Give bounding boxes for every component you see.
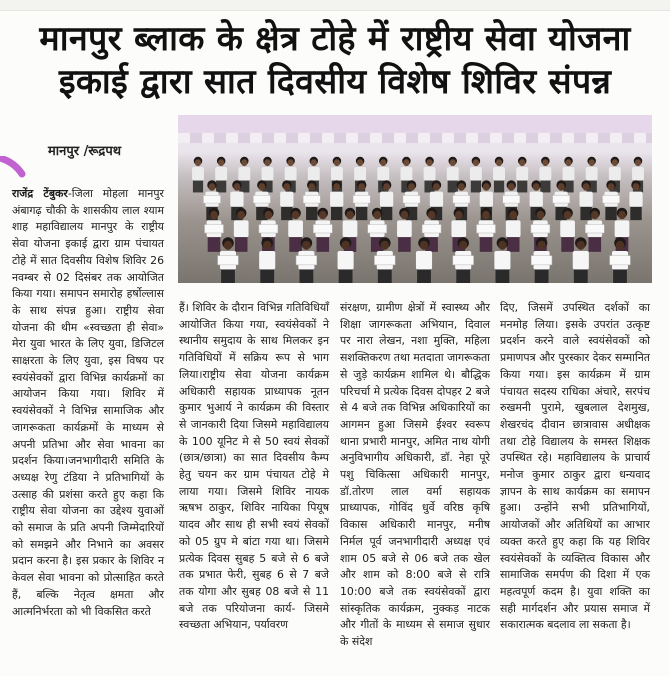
article-column-2: हैं। शिविर के दौरान विभिन्न गतिविधियाँ आयोजित किया गया, स्वयंसेवकों ने स्थानीय समुदाय के साथ मिलकर इन गतिविधियों में सक्रिय रूप से भाग लिया।राष्ट्रीय सेवा योजना कार्यक्रम अधिकारी सहायक प्राध्यापक नूतन कुमार भुआर्य ने कार्यक्रम की विस्तार से जानकारी दिया जिसमे महाविद्यालय के 100 यूनिट मे से 50 स्वयं सेवकों (छात्र/छात्रा) का सात दिवसीय कैम्प हेतु चयन कर ग्राम पंचायत टोहे मे लाया गया। जिसमे शिविर नायक ऋषभ ठाकुर, शिविर नायिका पियूष यादव और साथ ही सभी स्वयं सेवकों को 05 ग्रुप मे बांटा गया था। जिसमे प्रत्येक दिवस सुबह 5 बजे से 6 बजे तक प्रभात फेरी, सुबह 6 से 7 बजे तक योगा और सुबह 08 बजे से 11 बजे तक परियोजना कार्य- जिसमे स्वच्छता अभियान, पर्यावरण [179,301,329,632]
article-column-1 [12,186,164,620]
headline-line-2: इकाई द्वारा सात दिवसीय विशेष शिविर संपन्न [58,62,612,102]
highlighter-mark-icon [0,156,26,186]
reporter-name: राजेंद्र टेंबुकर [12,187,68,200]
column-1-text: -जिला मोहला मानपुर अंबागढ़ चौकी के शासकीय लाल श्याम शाह महाविद्यालय मानपुर के राष्ट्रीय सेवा योजना इकाई द्वारा ग्राम पंचायत टोहे में सात दिवसीय विशेष शिविर 26 नवम्बर से 02 दिसंबर तक आयोजित किया गया। समापन समारोह हर्षोल्लास के साथ संपन्न हुआ। राष्ट्रीय सेवा योजना की थीम «स्वच्छता ही सेवा» मेरा युवा भारत के लिए युवा, डिजिटल साक्षरता के लिए युवा, इस विषय पर स्वयंसेवकों द्वारा विभिन्न कार्यक्रमों का आयोजन किया गया। शिविर में स्वयंसेवकों ने विभिन्न सामाजिक और जागरूकता कार्यक्रमों के माध्यम से अपनी प्रतिभा और सेवा भावना का प्रदर्शन किया।जनभागीदारी समिति के अध्यक्ष रेणु टंडिया ने प्रतिभागियों के उत्साह की प्रशंसा करते हुए कहा कि राष्ट्रीय सेवा योजना का उद्देश्य युवाओं को समाज के प्रति अपनी जिम्मेदारियों को समझने और निभाने का अवसर प्रदान करना है। इस प्रकार के शिविर न केवल सेवा भावना को प्रोत्साहित करते हैं, बल्कि नेतृत्व क्षमता और आत्मनिर्भरता को भी विकसित करते [12,187,164,618]
article-column-3: संरक्षण, ग्रामीण क्षेत्रों में स्वास्थ्य और शिक्षा जागरूकता अभियान, दिवाल पर नारा लेखन, नशा मुक्ति, महिला सशक्तिकरण तथा मतदाता जागरूकता से जुड़े कार्यक्रम शामिल थे। बौद्धिक परिचर्चा मे प्रत्येक दिवस दोपहर 2 बजे से 4 बजे तक विभिन्न अधिकारियों का आगमन हुआ जिसमे ईश्वर स्वरूप थाना प्रभारी मानपुर, अमित नाथ योगी अनुविभागीय अधिकारी, डॉ. नेहा पूरे पशु चिकित्सा अधिकारी मानपुर, डॉ.तोरण लाल वर्मा सहायक प्राध्यापक, गोविंद धुर्वे वरिष्ठ कृषि विकास अधिकारी मानपुर, मनीष निर्मल पूर्व जनभागीदारी अध्यक्ष एवं शाम 05 बजे से 06 बजे तक खेल और शाम को 8:00 बजे से रात्रि 10:00 बजे तक स्वयंसेवकों द्वारा सांस्कृतिक कार्यक्रम, नुक्कड़ नाटक और गीतों के माध्यम से समाज सुधार के संदेश [340,301,490,649]
group-photo-image [178,115,652,283]
headline [0,18,670,104]
students-crowd [178,143,652,283]
dateline: मानपुर /रूद्रपथ [48,144,122,159]
article-column-4: दिए, जिसमें उपस्थित दर्शकों का मनमोह लिया। इसके उपरांत उत्कृष्ट प्रदर्शन करने वाले स्वयंसेवकों को प्रमाणपत्र और पुरस्कार देकर सम्मानित किया गया। इस कार्यक्रम में ग्राम पंचायत सदस्य राधिका अंचारे, सरपंच रुखमनी पुरामे, खुबलाल देशमुख, शेखरचंद दीवान छात्रावास अधीक्षक तथा टोहे विद्यालय के समस्त शिक्षक उपस्थित रहे। महाविद्यालय के प्राचार्य मनोज कुमार ठाकुर द्वारा धन्यवाद ज्ञापन के साथ कार्यक्रम का समापन हुआ। उन्होंने सभी प्रतिभागियों, आयोजकों और अतिथियों का आभार व्यक्त करते हुए कहा कि यह शिविर स्वयंसेवकों के व्यक्तित्व विकास और सामाजिक समर्पण की दिशा में एक महत्वपूर्ण कदम है। युवा शक्ति का सही मार्गदर्शन और प्रयास समाज में सकारात्मक बदलाव ला सकता है। [500,301,650,632]
headline-line-1: मानपुर ब्लाक के क्षेत्र टोहे में राष्ट्रीय सेवा योजना [39,19,631,59]
previous-article-strip [0,0,670,11]
